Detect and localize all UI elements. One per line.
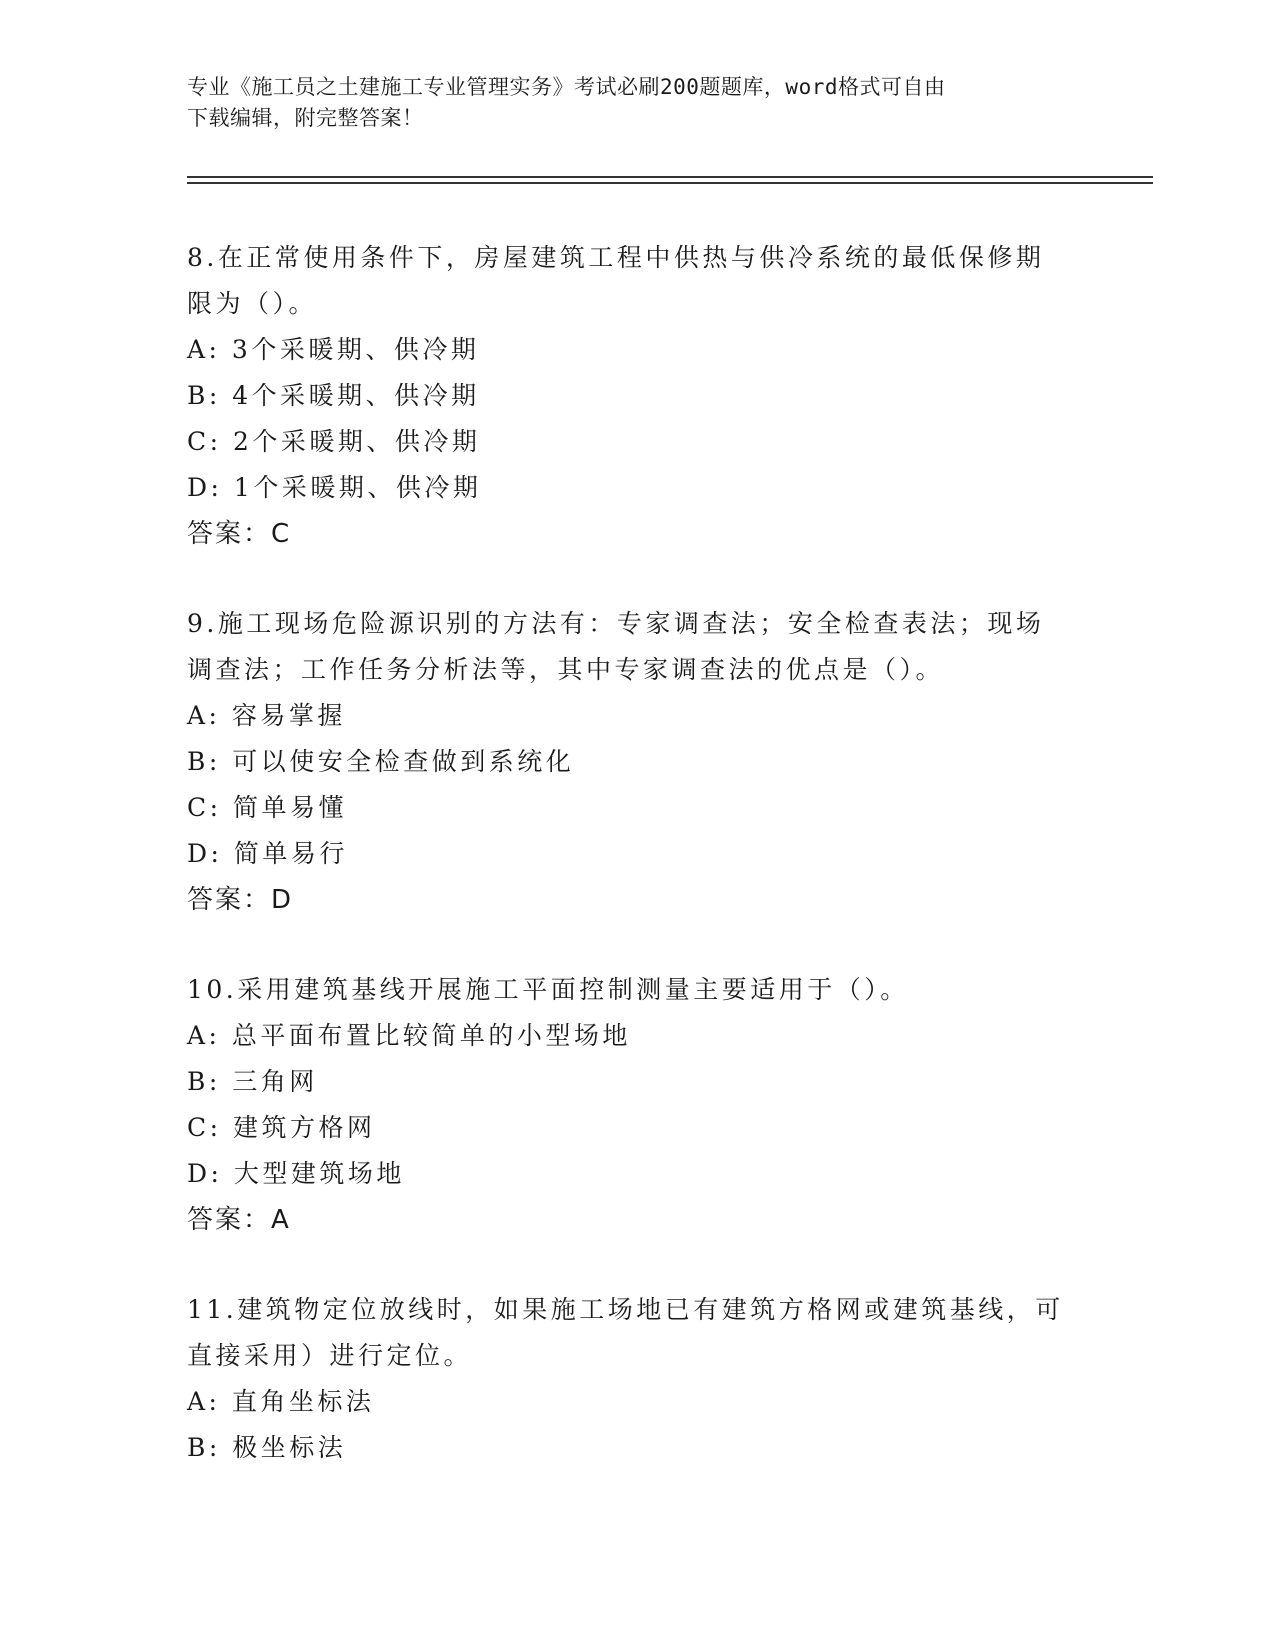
header-line-2: 下载编辑，附完整答案！ bbox=[187, 106, 424, 130]
option-a: A: 总平面布置比较简单的小型场地 bbox=[187, 1021, 631, 1050]
question-text-line: 10.采用建筑基线开展施工平面控制测量主要适用于（）。 bbox=[187, 975, 909, 1004]
question-list bbox=[187, 235, 1067, 1515]
option-a: A: 直角坐标法 bbox=[187, 1387, 375, 1416]
question-10 bbox=[187, 967, 1067, 1243]
option-b: B: 三角网 bbox=[187, 1067, 318, 1096]
header-line-1: 专业《施工员之土建施工专业管理实务》考试必刷200题题库，word格式可自由 bbox=[187, 75, 946, 99]
answer-label: 答案：D bbox=[187, 885, 294, 915]
question-text-line: 限为（）。 bbox=[187, 289, 318, 318]
answer-label: 答案：C bbox=[187, 519, 292, 549]
question-text-line: 调查法；工作任务分析法等，其中专家调查法的优点是（）。 bbox=[187, 655, 945, 684]
option-c: C: 简单易懂 bbox=[187, 793, 347, 822]
header-divider-top bbox=[187, 176, 1153, 178]
question-text-line: 9.施工现场危险源识别的方法有：专家调查法；安全检查表法；现场 bbox=[187, 609, 1045, 638]
answer-label: 答案：A bbox=[187, 1205, 291, 1235]
question-text-line: 8.在正常使用条件下，房屋建筑工程中供热与供冷系统的最低保修期 bbox=[187, 243, 1045, 272]
option-b: B: 极坐标法 bbox=[187, 1433, 347, 1462]
option-c: C: 2个采暖期、供冷期 bbox=[187, 427, 481, 456]
document-header bbox=[187, 72, 1067, 134]
option-a: A: 容易掌握 bbox=[187, 701, 346, 730]
question-text-line: 直接采用）进行定位。 bbox=[187, 1341, 473, 1370]
option-d: D: 简单易行 bbox=[187, 839, 348, 868]
question-11 bbox=[187, 1287, 1067, 1471]
option-d: D: 大型建筑场地 bbox=[187, 1159, 405, 1188]
header-divider-bottom bbox=[187, 182, 1153, 184]
option-c: C: 建筑方格网 bbox=[187, 1113, 376, 1142]
question-8 bbox=[187, 235, 1067, 557]
option-b: B: 4个采暖期、供冷期 bbox=[187, 381, 480, 410]
option-b: B: 可以使安全检查做到系统化 bbox=[187, 747, 575, 776]
option-d: D: 1个采暖期、供冷期 bbox=[187, 473, 482, 502]
question-text-line: 11.建筑物定位放线时，如果施工场地已有建筑方格网或建筑基线，可 bbox=[187, 1295, 1064, 1324]
option-a: A: 3个采暖期、供冷期 bbox=[187, 335, 480, 364]
question-9 bbox=[187, 601, 1067, 923]
